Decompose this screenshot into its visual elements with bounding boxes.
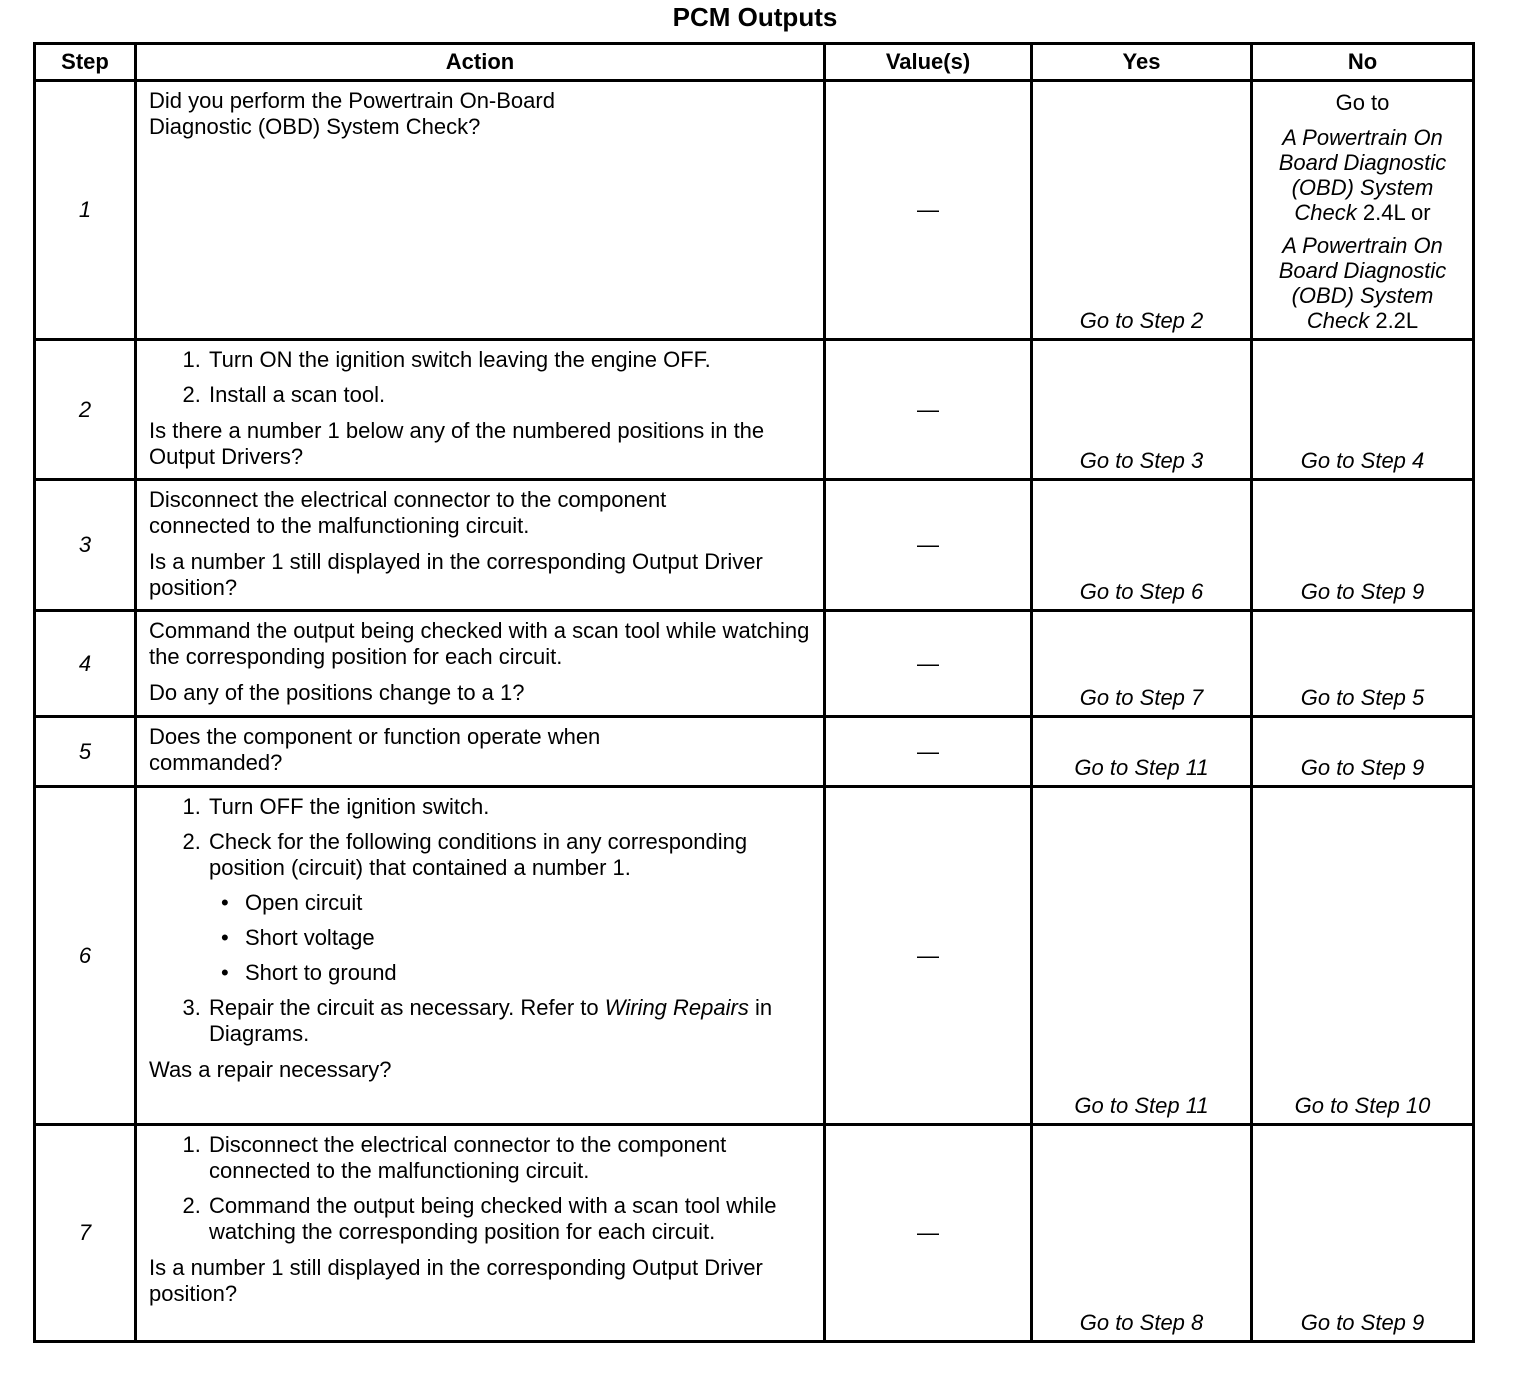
action-step-item [207,995,813,1047]
action-step-item: 2. Install a scan tool. [207,382,813,408]
action-cell [136,480,825,611]
action-cell [136,717,825,787]
step-number: 2 [35,340,136,480]
no-cell [1252,1125,1474,1342]
action-question: Was a repair necessary? [149,1057,392,1082]
no-goto-link[interactable]: Go to Step 5 [1300,685,1425,710]
no-cell [1252,340,1474,480]
action-steps [149,1132,813,1245]
no-goto-link[interactable]: Go to Step 9 [1300,755,1425,780]
no-ref-2-title: A Powertrain On Board Diagnostic (OBD) System Check [1278,233,1447,333]
wiring-repairs-link[interactable]: Wiring Repairs [604,995,749,1020]
action-cell [136,340,825,480]
step-number: 4 [35,611,136,717]
condition-item: • Open circuit [243,890,813,916]
action-cell [136,81,825,340]
no-goto-lead: Go to [1335,90,1390,115]
condition-list [209,890,813,986]
table-row [35,1125,1474,1342]
action-text: Command the output being checked with a scan tool while watching the corresponding position for each circuit. [149,618,810,669]
yes-cell [1032,717,1252,787]
header-row [35,44,1474,81]
no-goto-link[interactable]: Go to Step 10 [1294,1093,1431,1118]
no-goto-link[interactable]: Go to Step 9 [1300,1310,1425,1335]
table-row [35,340,1474,480]
yes-cell [1032,81,1252,340]
action-text: Disconnect the electrical connector to the component connected to the malfunctioning circuit. [149,487,667,538]
action-step-prefix: Repair the circuit as necessary. Refer to [209,995,599,1020]
diagnostic-table [33,42,1475,1343]
action-steps [149,347,813,408]
yes-goto-link[interactable]: Go to Step 7 [1079,685,1204,710]
step-number: 7 [35,1125,136,1342]
table-row [35,717,1474,787]
yes-cell [1032,787,1252,1125]
action-step-item [207,829,813,986]
yes-goto-link[interactable]: Go to Step 11 [1074,755,1209,780]
yes-goto-link[interactable]: Go to Step 8 [1079,1310,1204,1335]
header-yes: Yes [1032,44,1252,81]
yes-cell [1032,1125,1252,1342]
no-goto-link[interactable]: Go to Step 4 [1300,448,1425,473]
action-question: Did you perform the Powertrain On-Board Diagnostic (OBD) System Check? [149,88,555,139]
table-row [35,480,1474,611]
value-cell: — [825,611,1032,717]
yes-cell [1032,611,1252,717]
step-number: 6 [35,787,136,1125]
table-row [35,611,1474,717]
action-step-item: 1. Turn ON the ignition switch leaving the engine OFF. [207,347,813,373]
condition-item: • Short voltage [243,925,813,951]
action-step-suffix: in Diagrams. [209,995,773,1046]
yes-goto-link[interactable]: Go to Step 11 [1074,1093,1209,1118]
action-question: Is there a number 1 below any of the numbered positions in the Output Drivers? [149,418,765,469]
header-no: No [1252,44,1474,81]
value-cell: — [825,81,1032,340]
action-step-item: 2. Command the output being checked with a scan tool while watching the corresponding position for each circuit. [207,1193,813,1245]
action-question: Does the component or function operate when commanded? [149,724,601,775]
action-step-text: Check for the following conditions in any corresponding position (circuit) that contained a number 1. [209,829,748,880]
no-cell [1252,787,1474,1125]
value-cell: — [825,717,1032,787]
no-ref-2-suffix: 2.2L [1375,308,1419,333]
action-question: Is a number 1 still displayed in the corresponding Output Driver position? [149,549,763,600]
value-cell: — [825,480,1032,611]
step-number: 5 [35,717,136,787]
header-step: Step [35,44,136,81]
action-cell [136,611,825,717]
value-cell: — [825,787,1032,1125]
no-ref-1-suffix: 2.4L or [1362,200,1431,225]
no-goto-ref-1[interactable] [1253,125,1472,225]
page-title: PCM Outputs [672,2,838,32]
value-cell: — [825,340,1032,480]
no-cell [1252,81,1474,340]
yes-goto-link[interactable]: Go to Step 3 [1079,448,1204,473]
table-row [35,787,1474,1125]
action-question: Do any of the positions change to a 1? [149,680,525,705]
no-goto-block [1253,82,1472,333]
action-cell [136,787,825,1125]
step-number: 3 [35,480,136,611]
yes-goto-link[interactable]: Go to Step 2 [1079,308,1204,333]
action-step-item: 1. Turn OFF the ignition switch. [207,794,813,820]
yes-goto-link[interactable]: Go to Step 6 [1079,579,1204,604]
yes-cell [1032,340,1252,480]
header-action: Action [136,44,825,81]
condition-item: • Short to ground [243,960,813,986]
yes-cell [1032,480,1252,611]
value-cell: — [825,1125,1032,1342]
action-cell [136,1125,825,1342]
no-goto-link[interactable]: Go to Step 9 [1300,579,1425,604]
no-ref-1-title: A Powertrain On Board Diagnostic (OBD) System Check [1278,125,1447,225]
header-values: Value(s) [825,44,1032,81]
table-row [35,81,1474,340]
no-cell [1252,480,1474,611]
step-number: 1 [35,81,136,340]
no-goto-ref-2[interactable] [1253,233,1472,333]
action-step-item: 1. Disconnect the electrical connector to the component connected to the malfunctioning circuit. [207,1132,813,1184]
no-cell [1252,611,1474,717]
action-steps [149,794,813,1047]
no-cell [1252,717,1474,787]
action-question: Is a number 1 still displayed in the corresponding Output Driver position? [149,1255,763,1306]
